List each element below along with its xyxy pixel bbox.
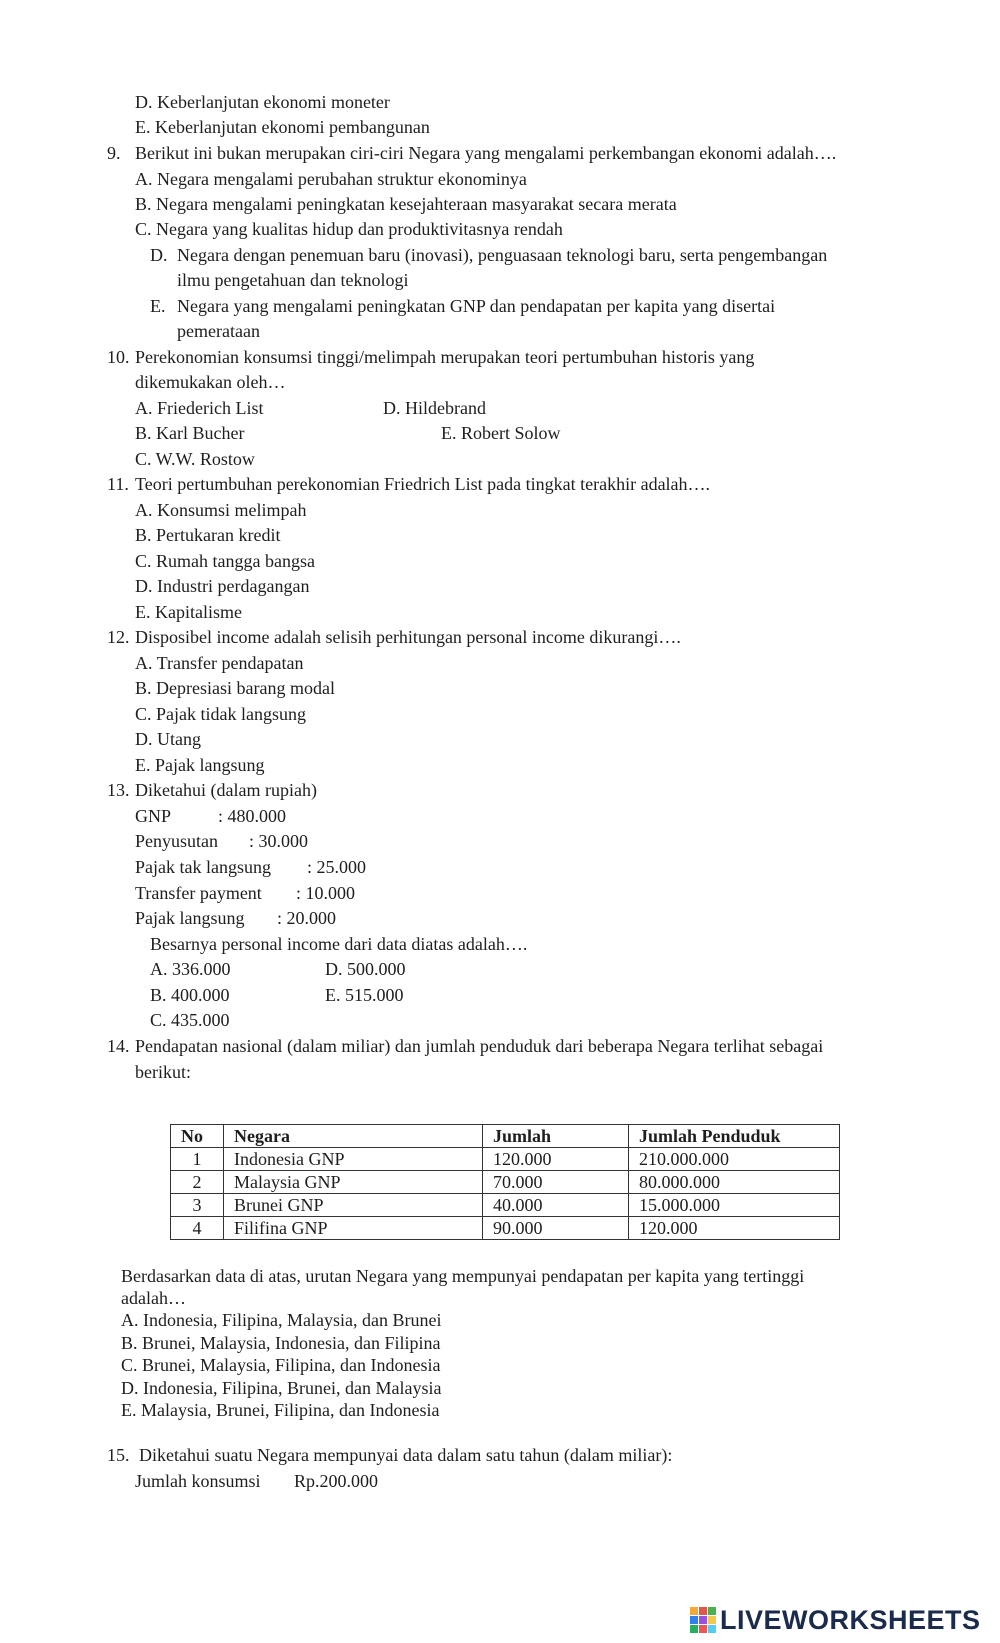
national-income-table <box>170 1124 840 1240</box>
logo-square <box>699 1616 707 1624</box>
q9-option-e-label: E. <box>150 296 166 316</box>
q14-question-line1: Pendapatan nasional (dalam miliar) dan jumlah penduduk dari beberapa Negara terlihat sebagai <box>135 1036 824 1056</box>
q12-question: Disposibel income adalah selisih perhitungan personal income dikurangi…. <box>135 627 681 647</box>
q10-option-a: A. Friederich List <box>135 398 264 418</box>
table-row <box>171 1148 840 1171</box>
q14-option-d: D. Indonesia, Filipina, Brunei, dan Malaysia <box>121 1378 442 1398</box>
q8-option-e: E. Keberlanjutan ekonomi pembangunan <box>135 117 430 137</box>
logo-square <box>708 1625 716 1633</box>
q13-option-b: B. 400.000 <box>150 985 230 1005</box>
q10-option-e: E. Robert Solow <box>441 423 561 443</box>
q9-option-b: B. Negara mengalami peningkatan kesejahteraan masyarakat secara merata <box>135 194 677 214</box>
q15-konsumsi-label: Jumlah konsumsi <box>135 1471 261 1491</box>
table-cell-penduduk: 80.000.000 <box>629 1171 840 1194</box>
q9-question: Berikut ini bukan merupakan ciri-ciri Negara yang mengalami perkembangan ekonomi adalah…. <box>135 143 837 163</box>
table-row <box>171 1171 840 1194</box>
q13-option-c: C. 435.000 <box>150 1010 230 1030</box>
q14-option-c: C. Brunei, Malaysia, Filipina, dan Indonesia <box>121 1355 441 1375</box>
q14-question-line2: berikut: <box>135 1062 191 1082</box>
liveworksheets-brand-text: LIVEWORKSHEETS <box>720 1604 981 1635</box>
q9-option-d-line2: ilmu pengetahuan dan teknologi <box>177 270 409 290</box>
table-header-jumlah-penduduk: Jumlah Penduduk <box>629 1125 840 1148</box>
q9-option-a: A. Negara mengalami perubahan struktur ekonominya <box>135 169 527 189</box>
table-cell-penduduk: 120.000 <box>629 1217 840 1240</box>
table-cell-negara: Brunei GNP <box>224 1194 483 1217</box>
q13-pajak-tak-label: Pajak tak langsung <box>135 857 271 877</box>
q10-option-c: C. W.W. Rostow <box>135 449 255 469</box>
q13-gnp-value: : 480.000 <box>218 806 287 826</box>
q12-option-e: E. Pajak langsung <box>135 755 265 775</box>
q11-question: Teori pertumbuhan perekonomian Friedrich List pada tingkat terakhir adalah…. <box>135 474 711 494</box>
q10-option-b: B. Karl Bucher <box>135 423 245 443</box>
q15-number: 15. <box>107 1445 130 1465</box>
q14-option-a: A. Indonesia, Filipina, Malaysia, dan Brunei <box>121 1310 442 1330</box>
logo-square <box>708 1607 716 1615</box>
q14-subquestion-line1: Berdasarkan data di atas, urutan Negara yang mempunyai pendapatan per kapita yang tertinggi <box>121 1266 805 1286</box>
table-cell-jumlah: 70.000 <box>483 1171 629 1194</box>
table-header-jumlah: Jumlah <box>483 1125 629 1148</box>
q11-option-c: C. Rumah tangga bangsa <box>135 551 315 571</box>
table-cell-penduduk: 15.000.000 <box>629 1194 840 1217</box>
q14-option-b: B. Brunei, Malaysia, Indonesia, dan Filipina <box>121 1333 441 1353</box>
table-row <box>171 1217 840 1240</box>
table-cell-negara: Malaysia GNP <box>224 1171 483 1194</box>
table-cell-no: 4 <box>171 1217 224 1240</box>
table-header-negara: Negara <box>224 1125 483 1148</box>
q12-option-b: B. Depresiasi barang modal <box>135 678 335 698</box>
q14-subquestion-line2: adalah… <box>121 1288 186 1308</box>
logo-square <box>708 1616 716 1624</box>
table-row <box>171 1194 840 1217</box>
q9-option-d-line1: Negara dengan penemuan baru (inovasi), penguasaan teknologi baru, serta pengembangan <box>177 245 828 265</box>
q13-pajak-langsung-value: : 20.000 <box>277 908 337 928</box>
q11-option-a: A. Konsumsi melimpah <box>135 500 307 520</box>
table-cell-no: 1 <box>171 1148 224 1171</box>
q12-option-a: A. Transfer pendapatan <box>135 653 304 673</box>
q13-penyusutan-label: Penyusutan <box>135 831 218 851</box>
liveworksheets-logo <box>690 1605 981 1635</box>
table-cell-no: 2 <box>171 1171 224 1194</box>
q13-gnp-label: GNP <box>135 806 172 826</box>
table-header-no: No <box>171 1125 224 1148</box>
q12-option-d: D. Utang <box>135 729 201 749</box>
q14-number: 14. <box>107 1036 130 1056</box>
q13-subquestion: Besarnya personal income dari data diatas adalah…. <box>150 934 528 954</box>
q10-question-line2: dikemukakan oleh… <box>135 372 286 392</box>
q11-option-b: B. Pertukaran kredit <box>135 525 281 545</box>
q9-option-e-line1: Negara yang mengalami peningkatan GNP dan pendapatan per kapita yang disertai <box>177 296 776 316</box>
table-cell-no: 3 <box>171 1194 224 1217</box>
q11-number: 11. <box>107 474 129 494</box>
q11-option-d: D. Industri perdagangan <box>135 576 310 596</box>
table-cell-negara: Filifina GNP <box>224 1217 483 1240</box>
q13-pajak-tak-value: : 25.000 <box>307 857 367 877</box>
q13-penyusutan-value: : 30.000 <box>249 831 309 851</box>
q10-option-d: D. Hildebrand <box>383 398 486 418</box>
q13-option-d: D. 500.000 <box>325 959 406 979</box>
q9-option-c: C. Negara yang kualitas hidup dan produktivitasnya rendah <box>135 219 563 239</box>
q15-question: Diketahui suatu Negara mempunyai data dalam satu tahun (dalam miliar): <box>139 1445 673 1465</box>
q13-pajak-langsung-label: Pajak langsung <box>135 908 245 928</box>
logo-square <box>690 1616 698 1624</box>
logo-square <box>690 1607 698 1615</box>
q13-option-a: A. 336.000 <box>150 959 231 979</box>
q15-konsumsi-value: Rp.200.000 <box>294 1471 379 1491</box>
q13-question: Diketahui (dalam rupiah) <box>135 780 317 800</box>
q13-transfer-value: : 10.000 <box>296 883 356 903</box>
q9-option-d-label: D. <box>150 245 168 265</box>
q9-number: 9. <box>107 143 121 163</box>
q13-option-e: E. 515.000 <box>325 985 404 1005</box>
table-cell-jumlah: 40.000 <box>483 1194 629 1217</box>
q8-option-d: D. Keberlanjutan ekonomi moneter <box>135 92 390 112</box>
q13-transfer-label: Transfer payment <box>135 883 262 903</box>
q12-option-c: C. Pajak tidak langsung <box>135 704 306 724</box>
table-cell-jumlah: 120.000 <box>483 1148 629 1171</box>
table-header-row <box>171 1125 840 1148</box>
q10-number: 10. <box>107 347 130 367</box>
logo-square <box>699 1607 707 1615</box>
q10-question-line1: Perekonomian konsumsi tinggi/melimpah merupakan teori pertumbuhan historis yang <box>135 347 755 367</box>
q12-number: 12. <box>107 627 130 647</box>
q13-number: 13. <box>107 780 130 800</box>
q9-option-e-line2: pemerataan <box>177 321 260 341</box>
q11-option-e: E. Kapitalisme <box>135 602 242 622</box>
q14-option-e: E. Malaysia, Brunei, Filipina, dan Indonesia <box>121 1400 440 1420</box>
table-cell-penduduk: 210.000.000 <box>629 1148 840 1171</box>
table-cell-jumlah: 90.000 <box>483 1217 629 1240</box>
liveworksheets-logo-icon <box>690 1607 716 1633</box>
logo-square <box>699 1625 707 1633</box>
table-cell-negara: Indonesia GNP <box>224 1148 483 1171</box>
logo-square <box>690 1625 698 1633</box>
